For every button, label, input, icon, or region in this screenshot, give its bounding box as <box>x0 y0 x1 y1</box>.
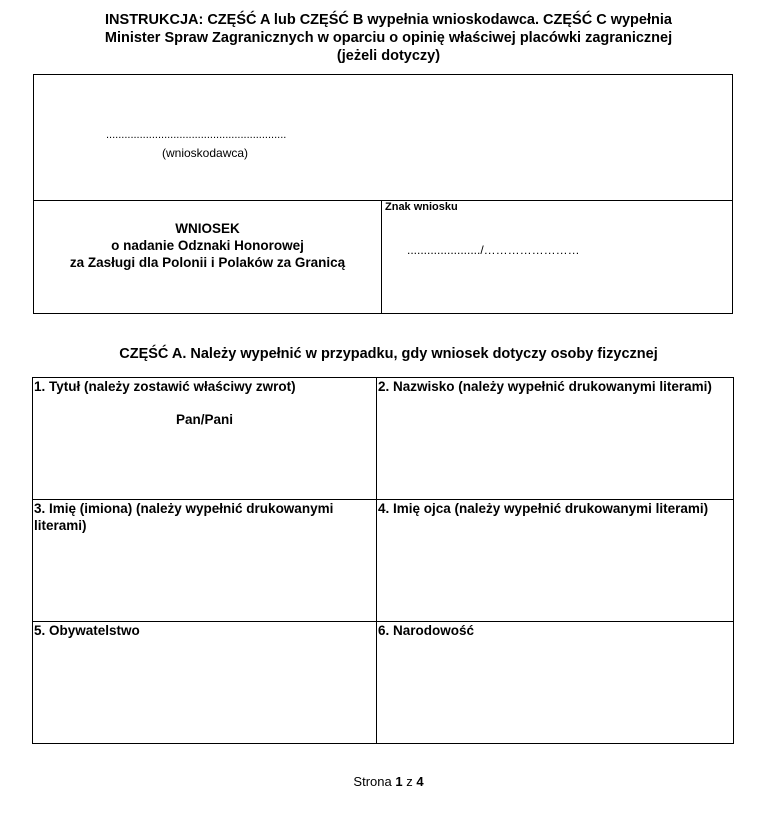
page-separator: z <box>406 774 413 789</box>
field-citizenship-label: 5. Obywatelstwo <box>34 623 140 638</box>
application-subtitle-1: o nadanie Odznaki Honorowej <box>111 238 304 253</box>
field-title[interactable] <box>33 378 377 500</box>
applicant-signature-line[interactable]: ........................................................... <box>106 129 287 141</box>
page-prefix: Strona <box>353 774 392 789</box>
field-citizenship[interactable] <box>33 622 377 744</box>
applicant-caption: (wnioskodawca) <box>162 146 249 160</box>
part-a-form-grid <box>32 377 734 744</box>
field-surname-label: 2. Nazwisko (należy wypełnić drukowanymi literami) <box>378 379 712 394</box>
page-total: 4 <box>416 774 424 789</box>
applicant-area <box>34 75 732 201</box>
case-number-field[interactable]: ....................../…………………… <box>407 243 580 257</box>
page-footer <box>0 774 777 789</box>
instructions-line-2: Minister Spraw Zagranicznych w oparciu o opinię właściwej placówki zagranicznej <box>104 30 673 46</box>
field-father-name[interactable] <box>377 500 734 622</box>
instructions-line-1: INSTRUKCJA: CZĘŚĆ A lub CZĘŚĆ B wypełnia wnioskodawca. CZĘŚĆ C wypełnia <box>105 12 672 28</box>
page-number: 1 <box>395 774 403 789</box>
field-title-value[interactable]: Pan/Pani <box>175 412 234 427</box>
case-number-area <box>382 201 732 313</box>
field-father-name-label: 4. Imię ojca (należy wypełnić drukowanymi literami) <box>378 501 709 516</box>
application-subtitle-2: za Zasługi dla Polonii i Polaków za Granicą <box>69 255 346 270</box>
part-a-heading: CZĘŚĆ A. Należy wypełnić w przypadku, gdy wniosek dotyczy osoby fizycznej <box>119 346 658 362</box>
application-title-area <box>34 201 382 313</box>
field-nationality[interactable] <box>377 622 734 744</box>
application-header-box <box>33 74 733 314</box>
instructions-line-3: (jeżeli dotyczy) <box>336 48 441 64</box>
application-title: WNIOSEK <box>175 221 240 236</box>
field-nationality-label: 6. Narodowość <box>378 623 475 638</box>
field-title-label: 1. Tytuł (należy zostawić właściwy zwrot) <box>34 379 296 394</box>
field-surname[interactable] <box>377 378 734 500</box>
instructions <box>30 11 747 65</box>
case-number-label: Znak wniosku <box>385 201 458 213</box>
field-first-names[interactable] <box>33 500 377 622</box>
field-first-names-label: 3. Imię (imiona) (należy wypełnić drukowanymi literami) <box>34 501 334 533</box>
